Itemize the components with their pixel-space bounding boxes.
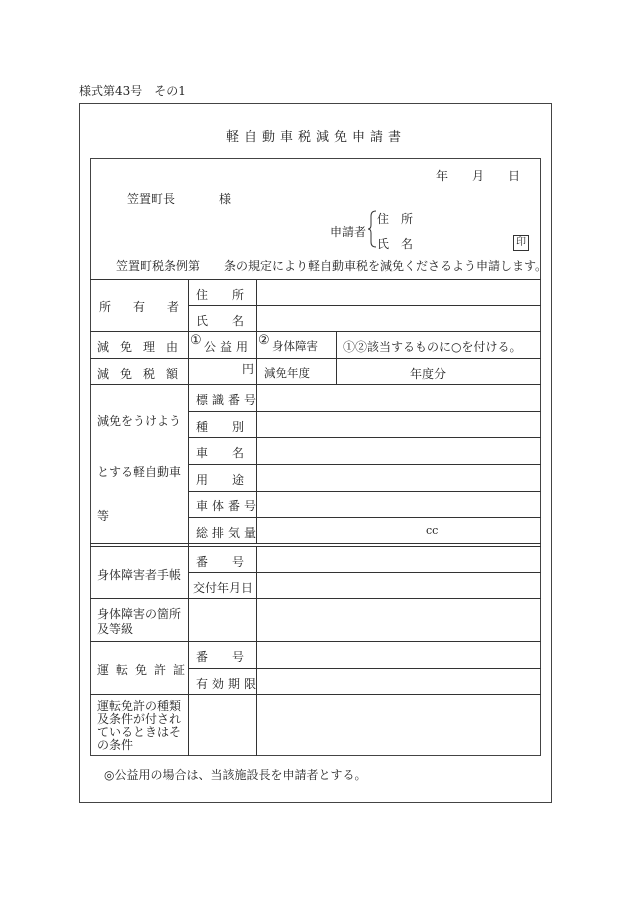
vehicle-make-label: 車名	[196, 446, 269, 460]
reason-option1-mark: ①	[190, 333, 202, 348]
disability-grade-label-line2: 及等級	[97, 622, 134, 636]
owner-label	[99, 298, 202, 315]
addressee-name: 笠置町長	[127, 192, 176, 206]
form-title: 軽自動車税減免申請書	[226, 130, 407, 145]
displacement-label: 総排気量	[196, 526, 261, 540]
reduction-year-label: 減免年度	[264, 366, 310, 380]
date-day: 日	[508, 169, 521, 183]
brace-icon	[367, 210, 377, 248]
applicant-label: 申請者	[330, 225, 367, 239]
reason-label: 減免理由	[97, 340, 190, 354]
reason-note: ①②該当するものに○を付ける。	[343, 340, 522, 354]
license-conditions-line2: 及条件が付され	[97, 712, 182, 726]
vehicle-label-line3: 等	[97, 509, 110, 523]
vehicle-label-line2: とする軽自動車	[97, 465, 182, 479]
footnote: ◎公益用の場合は、当該施設長を申請者とする。	[104, 768, 367, 782]
plate-number-label: 標識番号	[196, 393, 261, 407]
vehicle-label-line1: 減免をうけよう	[97, 414, 182, 428]
disability-book-number-label: 番号	[196, 555, 269, 569]
date-month: 月	[472, 169, 485, 183]
reason-option1[interactable]: 公益用	[204, 340, 253, 354]
license-expiry-label: 有効期限	[196, 677, 261, 691]
addressee-honorific: 様	[219, 192, 232, 206]
chassis-number-label: 車体番号	[196, 499, 261, 513]
license-number-label: 番号	[196, 650, 269, 664]
license-conditions-line4: の条件	[97, 738, 134, 752]
request-statement: 笠置町税条例第 条の規定により軽自動車税を減免くださるよう申請します。	[116, 259, 548, 273]
seal-mark: 印	[513, 235, 529, 251]
owner-address-field[interactable]	[257, 280, 540, 305]
disability-book-issue-date-label: 交付年月日	[193, 581, 254, 595]
vehicle-use-label: 用途	[196, 473, 269, 487]
applicant-name-label: 氏 名	[377, 237, 414, 251]
reason-option2[interactable]: 身体障害	[272, 339, 318, 353]
amount-unit: 円	[242, 362, 255, 376]
applicant-address-label: 住 所	[377, 212, 414, 226]
owner-name-label: 氏名	[196, 314, 269, 328]
disability-grade-label-line1: 身体障害の箇所	[97, 607, 182, 621]
reason-option2-mark: ②	[258, 333, 270, 348]
owner-label-text: 所有者	[99, 300, 202, 314]
date-year: 年	[436, 169, 449, 183]
amount-field[interactable]	[189, 359, 255, 384]
displacement-unit: cc	[426, 524, 439, 537]
owner-address-label: 住所	[196, 288, 269, 302]
license-label: 運転免許証	[97, 663, 193, 677]
amount-label: 減免税額	[97, 367, 190, 381]
license-conditions-line1: 運転免許の種類	[97, 699, 182, 713]
vehicle-type-label: 種別	[196, 420, 269, 434]
form-number: 様式第43号 その1	[79, 84, 186, 98]
license-conditions-line3: ているときはそ	[97, 725, 182, 739]
reduction-year-unit: 年度分	[410, 367, 447, 381]
disability-book-label: 身体障害者手帳	[97, 568, 182, 582]
owner-name-field[interactable]	[257, 306, 540, 331]
